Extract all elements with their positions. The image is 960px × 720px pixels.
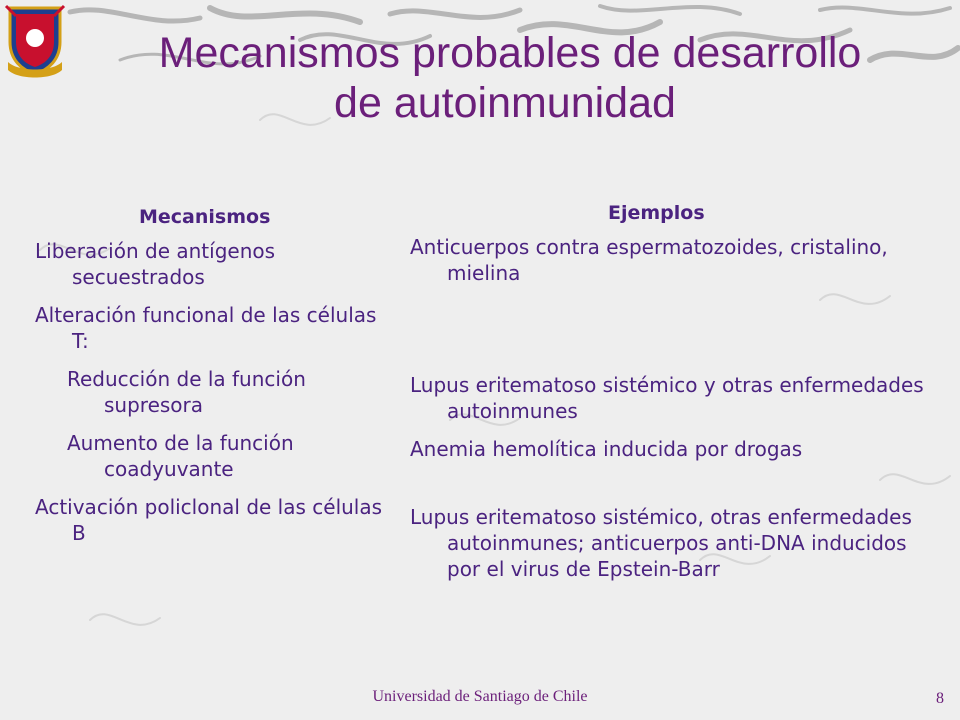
mechanisms-column: [35, 204, 395, 546]
slide-title-line-1: Mecanismos probables de desarrollo: [158, 29, 862, 77]
slide-title: [60, 28, 960, 128]
example-item: Anemia hemolítica inducida por drogas: [410, 437, 803, 461]
example-item: Lupus eritematoso sistémico y otras enfermedades autoinmunes: [410, 373, 924, 423]
example-item: Lupus eritematoso sistémico, otras enfermedades autoinmunes; anticuerpos anti-DNA inducidos por el virus de Epstein-Barr: [410, 505, 912, 581]
examples-column: [410, 200, 940, 582]
example-item: Anticuerpos contra espermatozoides, cristalino, mielina: [410, 235, 888, 285]
examples-header: Ejemplos: [608, 202, 705, 224]
university-crest-logo: [4, 2, 66, 80]
mechanism-item: Activación policlonal de las células B: [35, 495, 383, 545]
mechanism-subitem: Reducción de la función supresora: [67, 367, 306, 417]
footer-text: Universidad de Santiago de Chile: [372, 688, 588, 705]
slide-title-line-2: de autoinmunidad: [334, 79, 676, 127]
mechanisms-header: Mecanismos: [139, 206, 271, 228]
mechanism-subitem: Aumento de la función coadyuvante: [67, 431, 294, 481]
mechanism-item: Liberación de antígenos secuestrados: [35, 239, 276, 289]
mechanism-item: Alteración funcional de las células T:: [35, 303, 377, 353]
page-number: 8: [936, 690, 944, 707]
